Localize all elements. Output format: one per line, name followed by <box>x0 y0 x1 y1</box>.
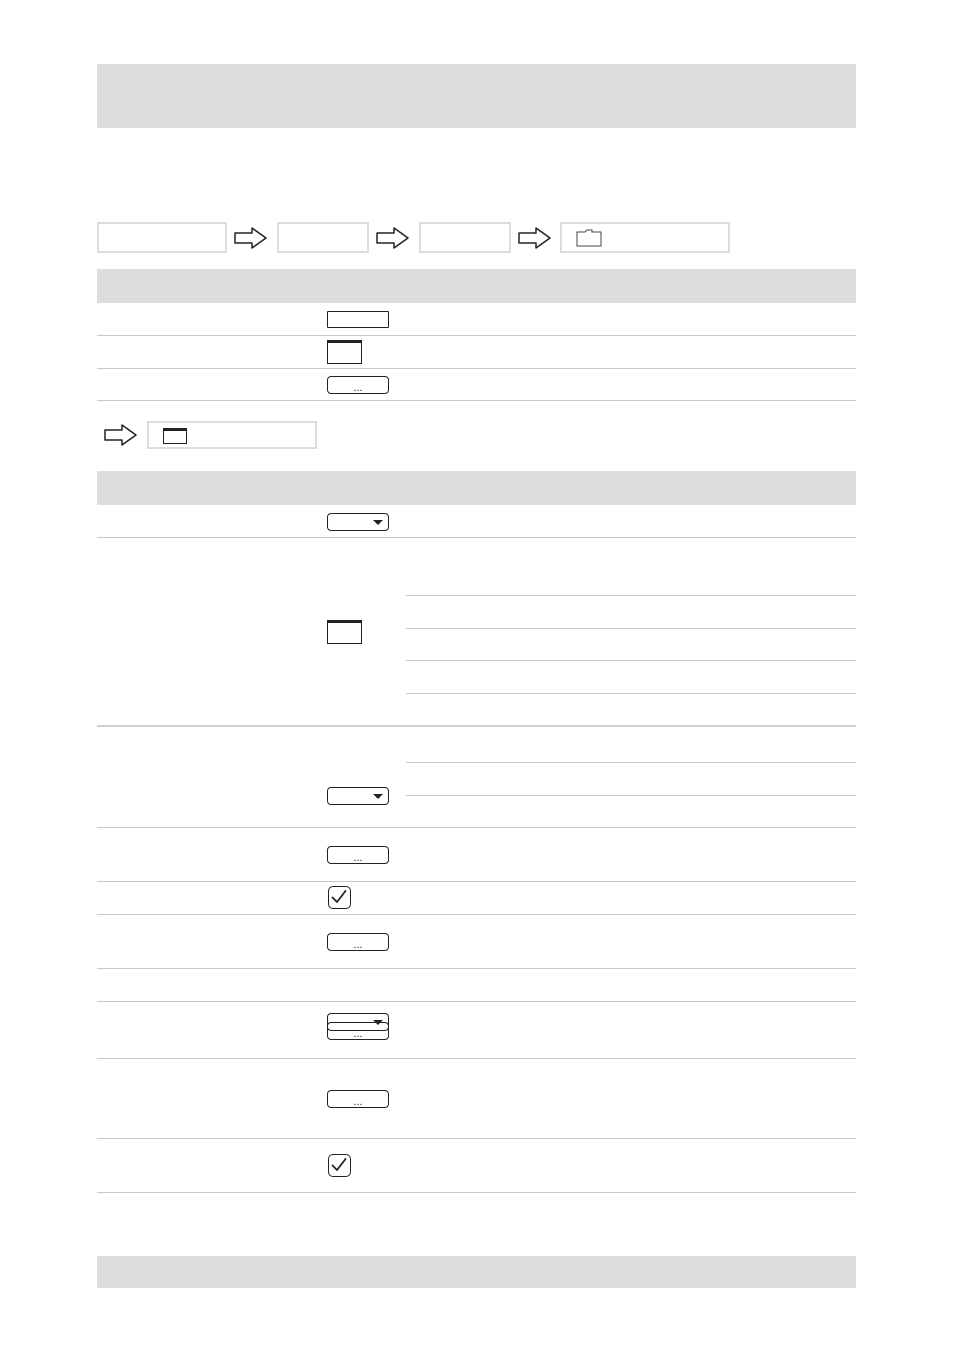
section-2-header <box>97 471 856 505</box>
dialog-window-icon[interactable] <box>327 340 362 364</box>
page-header-band <box>97 64 856 128</box>
row-divider <box>97 881 856 882</box>
checkmark-icon <box>329 1155 349 1175</box>
sub-row-divider <box>406 660 856 661</box>
sub-row-divider <box>406 693 856 694</box>
ellipsis-button[interactable]: ... <box>327 1022 389 1040</box>
sub-row-divider <box>406 628 856 629</box>
sub-row-divider <box>406 762 856 763</box>
row-divider <box>97 827 856 828</box>
subpath-box[interactable] <box>147 421 317 449</box>
folder-icon <box>576 229 602 247</box>
section-1-header <box>97 269 856 303</box>
ellipsis-button[interactable]: ... <box>327 846 389 864</box>
sub-row-divider <box>406 595 856 596</box>
dropdown-control[interactable] <box>327 787 389 805</box>
row-divider <box>97 1001 856 1002</box>
ellipsis-button[interactable]: ... <box>327 376 389 394</box>
row-divider <box>97 1192 856 1193</box>
window-icon <box>163 428 187 444</box>
arrow-right-icon <box>234 227 268 249</box>
checkbox[interactable] <box>328 1154 351 1177</box>
row-divider <box>97 725 856 727</box>
text-field-control[interactable] <box>327 311 389 328</box>
checkmark-icon <box>329 887 349 907</box>
arrow-right-icon <box>104 424 138 446</box>
ellipsis-button[interactable]: ... <box>327 1090 389 1108</box>
ellipsis-button[interactable]: ... <box>327 933 389 951</box>
arrow-right-icon <box>518 227 552 249</box>
breadcrumb-step-3[interactable] <box>419 222 511 253</box>
row-divider <box>97 400 856 401</box>
checkbox[interactable] <box>328 886 351 909</box>
row-divider <box>97 368 856 369</box>
breadcrumb-step-2[interactable] <box>277 222 369 253</box>
breadcrumb-step-1[interactable] <box>97 222 227 253</box>
breadcrumb-step-4[interactable] <box>560 222 730 253</box>
row-divider <box>97 1138 856 1139</box>
dialog-window-icon[interactable] <box>327 620 362 644</box>
row-divider <box>97 914 856 915</box>
sub-row-divider <box>406 795 856 796</box>
row-divider <box>97 335 856 336</box>
dropdown-control[interactable] <box>327 513 389 531</box>
arrow-right-icon <box>376 227 410 249</box>
row-divider <box>97 1058 856 1059</box>
row-divider <box>97 968 856 969</box>
row-divider <box>97 537 856 538</box>
page-footer-band <box>97 1256 856 1288</box>
